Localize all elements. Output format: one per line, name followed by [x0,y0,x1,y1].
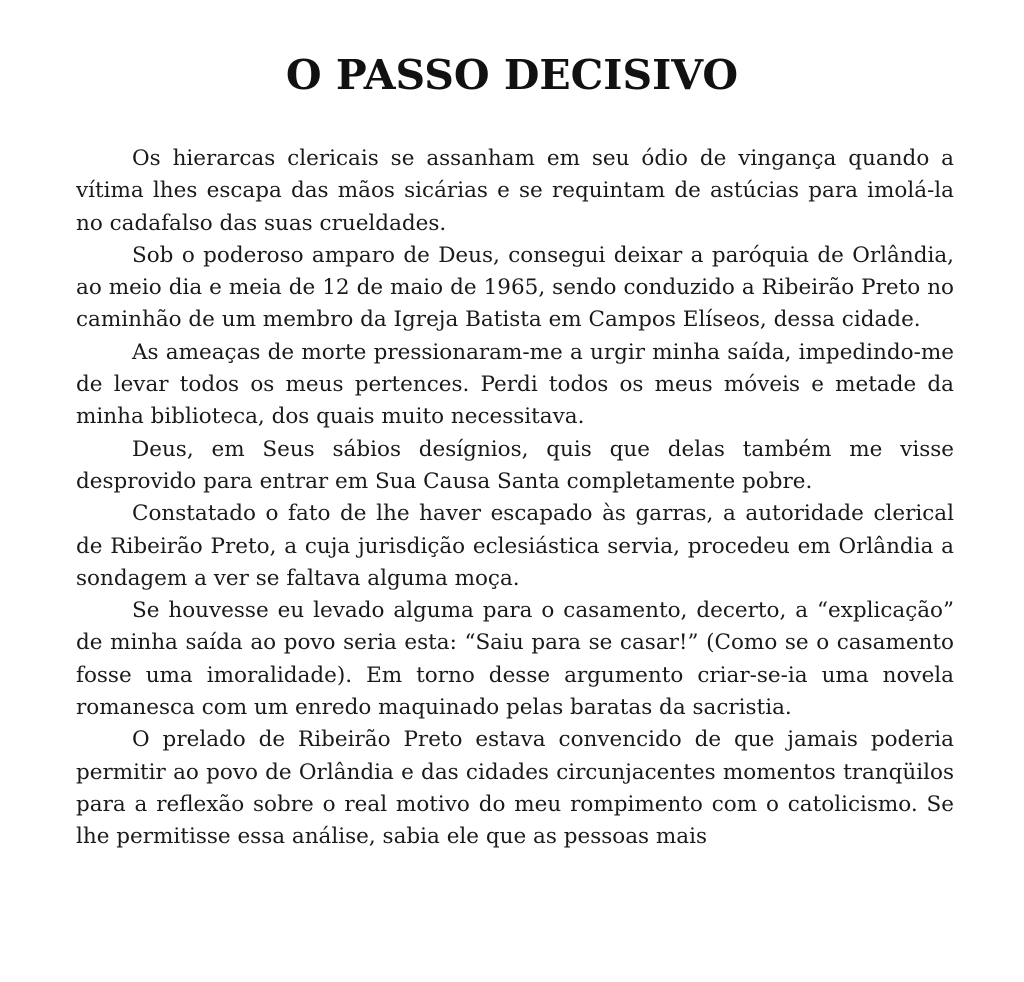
paragraph-3: As ameaças de morte pressionaram-me a urgir minha saída, impedindo-me de levar todos os meus pertences. Perdi todos os meus móveis e metade da minha biblioteca, dos quais muito necessitava. [76,339,954,430]
paragraph-6: Se houvesse eu levado alguma para o casamento, decerto, a “explicação” de minha saída ao povo seria esta: “Saiu para se casar!” (Como se o casamento fosse uma imoralidade). Em torno desse argumento criar-se-ia uma novela romanesca com um enredo maquinado pelas baratas da sacristia. [76,598,954,721]
chapter-body [76,143,954,854]
paragraph-2: Sob o poderoso amparo de Deus, consegui deixar a paróquia de Orlândia, ao meio dia e meia de 12 de maio de 1965, sendo conduzido a Ribeirão Preto no caminhão de um membro da Igreja Batista em Campos Elíseos, dessa cidade. [76,242,954,333]
paragraph-4: Deus, em Seus sábios desígnios, quis que delas também me visse desprovido para entrar em Sua Causa Santa completamente pobre. [76,436,954,494]
chapter-title: O PASSO DECISIVO [285,51,739,99]
paragraph-1: Os hierarcas clericais se assanham em seu ódio de vingança quando a vítima lhes escapa das mãos sicárias e se requintam de astúcias para imolá-la no cadafalso das suas crueldades. [76,146,954,236]
paragraph-7: O prelado de Ribeirão Preto estava convencido de que jamais poderia permitir ao povo de Orlândia e das cidades circunjacentes momentos tranqüilos para a reflexão sobre o real motivo do meu rompimento com o catolicismo. Se lhe permitisse essa análise, sabia ele que as pessoas mais [76,727,954,850]
paragraph-5: Constatado o fato de lhe haver escapado às garras, a autoridade clerical de Ribeirão Preto, a cuja jurisdição eclesiástica servia, procedeu em Orlândia a sondagem a ver se faltava alguma moça. [76,501,954,591]
